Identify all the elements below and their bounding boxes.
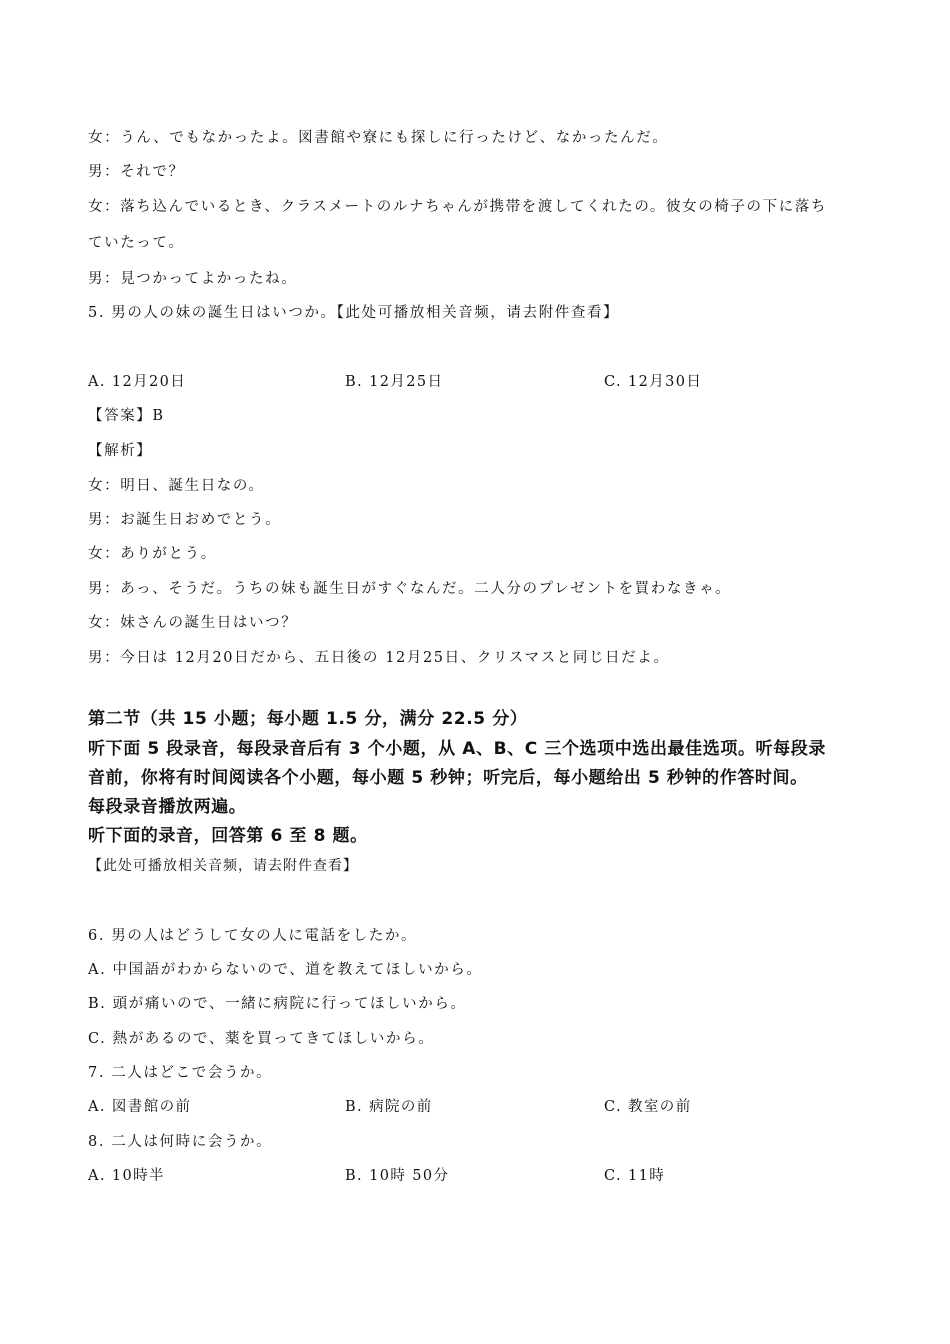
- q7-option-b: B. 病院の前: [345, 1099, 433, 1115]
- dialogue-line: 女：ありがとう。: [88, 546, 217, 562]
- dialogue-line: 女：妹さんの誕生日はいつ？: [88, 615, 298, 631]
- question-7: 7. 二人はどこで会うか。: [88, 1065, 273, 1081]
- instruction-line: 每段录音播放两遍。: [88, 797, 247, 817]
- listening-prompt: 听下面的录音，回答第 6 至 8 题。: [88, 826, 368, 846]
- q5-answer: 【答案】B: [88, 408, 165, 424]
- q6-option-a: A. 中国語がわからないので、道を教えてほしいから。: [88, 962, 483, 978]
- q5-analysis-label: 【解析】: [88, 443, 153, 459]
- section-heading: 第二节（共 15 小题；每小题 1.5 分，满分 22.5 分）: [88, 709, 528, 729]
- question-8: 8. 二人は何時に会うか。: [88, 1134, 273, 1150]
- dialogue-line: 男：見つかってよかったね。: [88, 271, 298, 287]
- q8-option-b: B. 10時 50分: [345, 1168, 450, 1184]
- dialogue-line: 女：落ち込んでいるとき、クラスメートのルナちゃんが携帯を渡してくれたの。彼女の椅子の下に落ち: [88, 199, 828, 215]
- dialogue-line: 男：それで？: [88, 164, 185, 180]
- q5-option-a: A. 12月20日: [88, 374, 187, 390]
- dialogue-line: 女：うん、でもなかったよ。図書館や寮にも探しに行ったけど、なかったんだ。: [88, 130, 669, 146]
- q6-option-b: B. 頭が痛いので、一緒に病院に行ってほしいから。: [88, 996, 467, 1012]
- q8-option-a: A. 10時半: [88, 1168, 165, 1184]
- instruction-line: 音前，你将有时间阅读各个小题，每小题 5 秒钟；听完后，每小题给出 5 秒钟的作答时间。: [88, 768, 808, 788]
- q5-option-b: B. 12月25日: [345, 374, 444, 390]
- dialogue-line: 男：今日は 12月20日だから、五日後の 12月25日、クリスマスと同じ日だよ。: [88, 650, 670, 666]
- dialogue-line: 男：あっ、そうだ。うちの妹も誕生日がすぐなんだ。二人分のプレゼントを買わなきゃ。: [88, 581, 732, 597]
- instruction-line: 听下面 5 段录音，每段录音后有 3 个小题，从 A、B、C 三个选项中选出最佳选项。听每段录: [88, 739, 826, 759]
- q8-option-c: C. 11時: [604, 1168, 666, 1184]
- audio-note: 【此处可播放相关音频，请去附件查看】: [88, 858, 358, 874]
- q7-option-c: C. 教室の前: [604, 1099, 692, 1115]
- q7-option-a: A. 図書館の前: [88, 1099, 192, 1115]
- dialogue-line: 女：明日、誕生日なの。: [88, 478, 265, 494]
- dialogue-line: 男：お誕生日おめでとう。: [88, 512, 282, 528]
- q6-option-c: C. 熱があるので、薬を買ってきてほしいから。: [88, 1031, 435, 1047]
- question-6: 6. 男の人はどうして女の人に電話をしたか。: [88, 928, 418, 944]
- question-5: 5. 男の人の妹の誕生日はいつか。【此处可播放相关音频，请去附件查看】: [88, 305, 620, 321]
- q5-option-c: C. 12月30日: [604, 374, 703, 390]
- dialogue-line: ていたって。: [88, 235, 185, 251]
